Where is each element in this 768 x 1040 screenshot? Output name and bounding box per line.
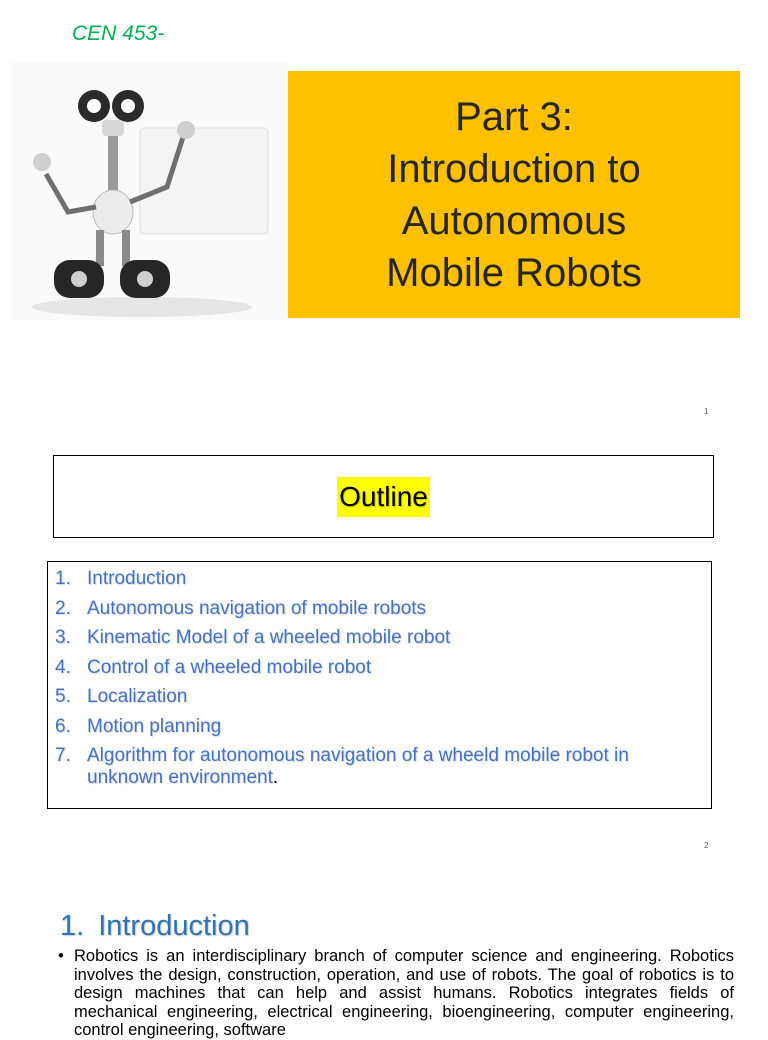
list-item-text-wrapper <box>87 745 711 789</box>
section-title: Introduction <box>98 910 250 942</box>
slide-title <box>386 91 642 299</box>
title-line-4: Mobile Robots <box>386 250 642 295</box>
list-item-number: 7. <box>55 745 71 766</box>
list-item <box>55 741 711 789</box>
robot-illustration <box>12 62 288 320</box>
list-item-text: Algorithm for autonomous navigation of a wheeld mobile robot in unknown environment <box>87 745 629 788</box>
list-item <box>55 682 711 712</box>
intro-paragraph <box>58 947 734 1040</box>
list-item-number: 6. <box>55 715 71 737</box>
outline-heading: Outline <box>337 477 430 517</box>
list-item <box>55 712 711 742</box>
title-line-1: Part 3: <box>455 94 573 139</box>
list-item-number: 3. <box>55 627 71 648</box>
list-item-number: 1. <box>55 568 71 589</box>
list-item <box>55 564 711 594</box>
list-item-text: Control of a wheeled mobile robot <box>87 656 372 678</box>
list-item-suffix: . <box>272 767 279 788</box>
list-item <box>55 594 711 624</box>
list-item-text: Localization <box>87 686 188 707</box>
list-item-text: Motion planning <box>87 715 222 737</box>
slide-number-2: 2 <box>704 841 709 850</box>
section-heading <box>60 910 250 943</box>
bullet-icon: • <box>58 947 64 965</box>
slide-number-1: 1 <box>704 407 709 416</box>
title-line-2: Introduction to <box>387 146 641 191</box>
list-item-text: Introduction <box>87 568 187 589</box>
list-item-number: 5. <box>55 686 71 707</box>
list-item-text: Kinematic Model of a wheeled mobile robot <box>87 627 451 648</box>
list-item-text: Autonomous navigation of mobile robots <box>87 597 427 619</box>
intro-paragraph-text: Robotics is an interdisciplinary branch of computer science and engineering. Robotics involves the design, construction, operation, and use of robots. The goal of robotics is to design machines that can help and assist humans. Robotics integrates fields of mechanical engineering, electrical engineering, bioengineering, computer engineering, control engineering, software <box>74 947 734 1039</box>
outline-list-box <box>47 561 712 809</box>
outline-title-box <box>53 455 714 538</box>
outline-list <box>55 564 711 789</box>
list-item-number: 2. <box>55 597 71 619</box>
course-code: CEN 453- <box>72 22 165 45</box>
title-line-3: Autonomous <box>401 198 627 243</box>
title-panel <box>288 71 740 318</box>
section-number: 1. <box>60 910 85 942</box>
list-item <box>55 653 711 683</box>
list-item <box>55 623 711 653</box>
list-item-number: 4. <box>55 656 71 678</box>
